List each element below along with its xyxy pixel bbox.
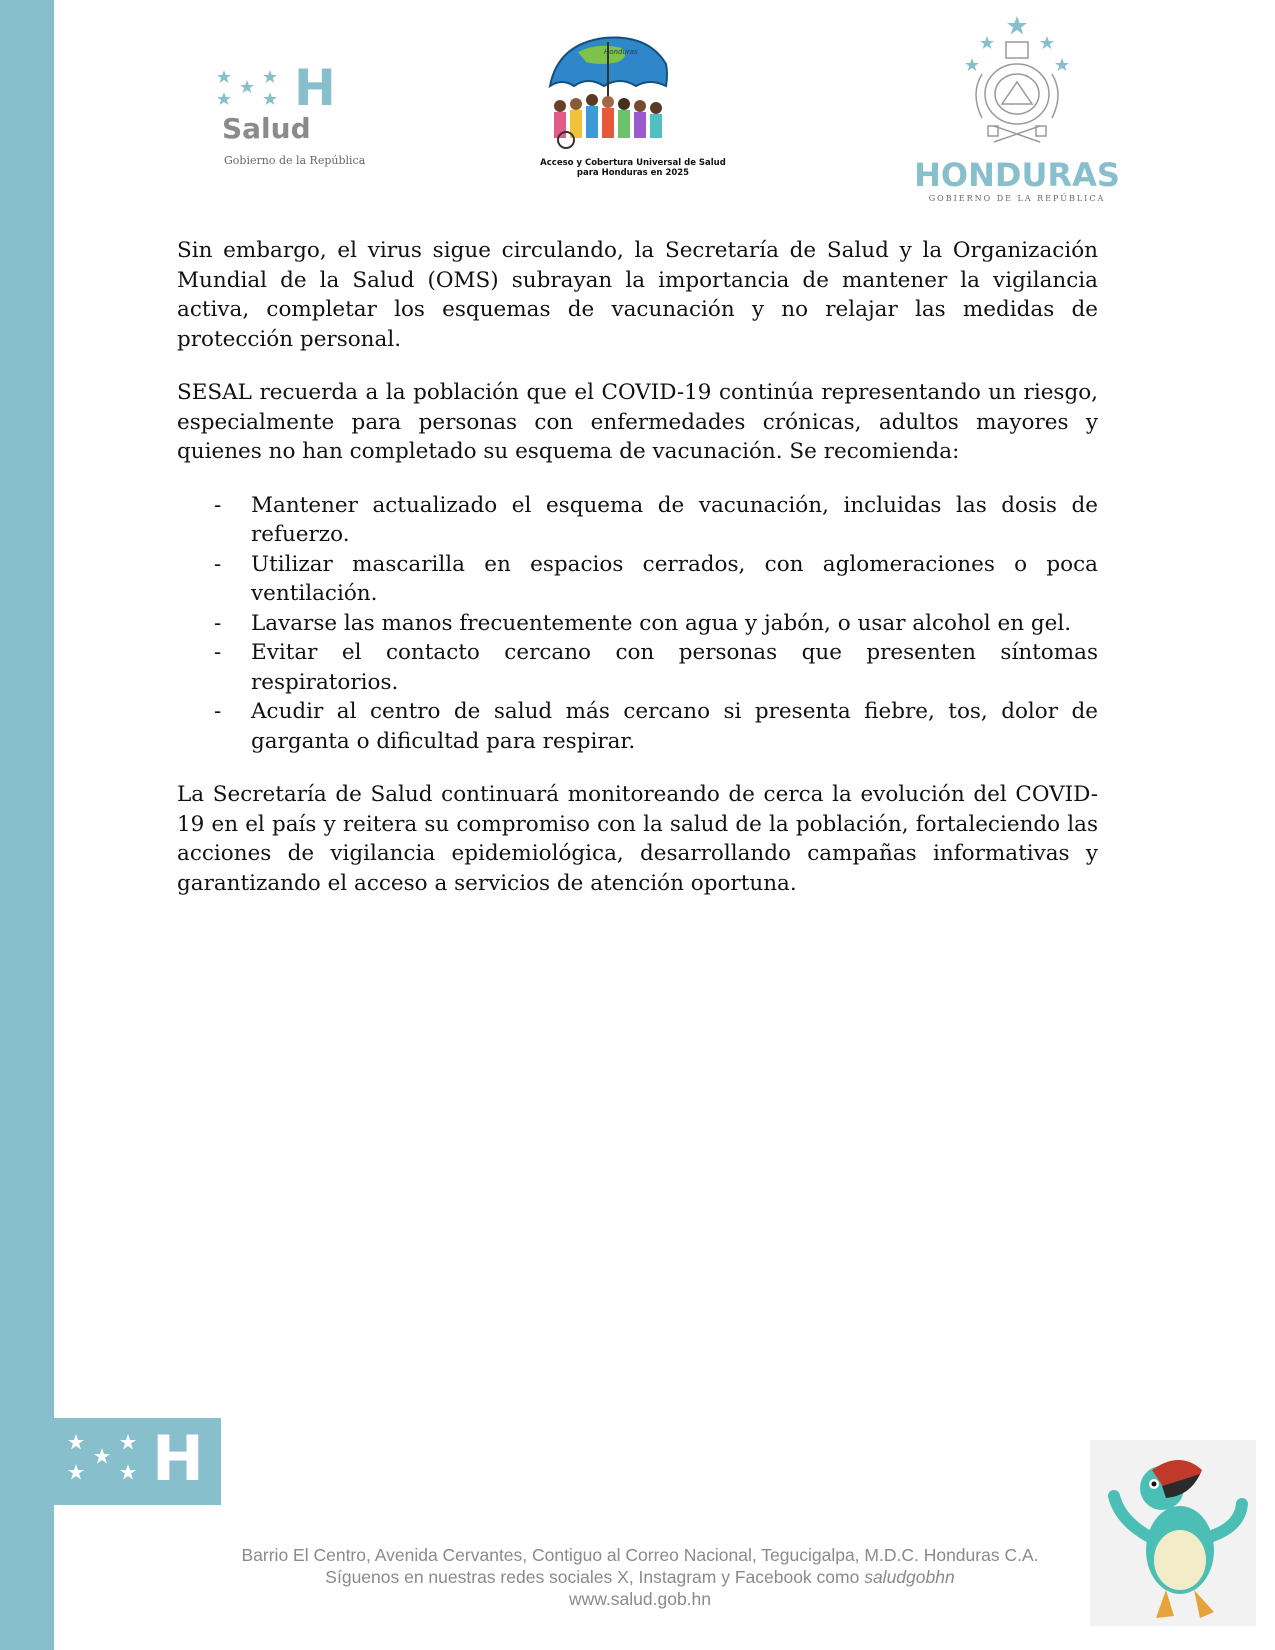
toucan-mascot-icon — [1090, 1440, 1256, 1626]
five-stars-icon — [218, 68, 288, 108]
salud-wordmark: Salud — [222, 112, 311, 145]
svg-text:Honduras: Honduras — [604, 48, 638, 56]
bullet-dash: - — [214, 610, 222, 636]
footer-social-handle: saludgobhn — [864, 1567, 955, 1587]
footer-social-text: Síguenos en nuestras redes sociales X, Instagram y Facebook como — [325, 1567, 865, 1587]
left-accent-bar — [0, 0, 54, 1650]
list-item-text: Mantener actualizado el esquema de vacunación, incluidas las dosis de refuerzo. — [251, 492, 1098, 547]
list-item-text: Lavarse las manos frecuentemente con agua y jabón, o usar alcohol en gel. — [251, 610, 1072, 636]
h-letter-mark: H — [294, 59, 336, 117]
bullet-dash: - — [214, 551, 222, 577]
footer-logo — [54, 1418, 221, 1505]
footer-contact — [180, 1544, 1100, 1610]
list-item-text: Utilizar mascarilla en espacios cerrados, con aglomeraciones o poca ventilación. — [251, 551, 1098, 606]
acceso-caption-line1: Acceso y Cobertura Universal de Salud — [540, 158, 726, 168]
coat-of-arms-icon — [912, 14, 1122, 154]
bullet-dash: - — [214, 699, 222, 724]
acceso-cobertura-logo — [538, 34, 728, 184]
paragraph-3: La Secretaría de Salud continuará monitoreando de cerca la evolución del COVID-19 en el país y reitera su compromiso con la salud de la población, fortaleciendo las acciones de vigilancia epidemiológica, desarrollando campañas informativas y garantizando el acceso a servicios de atención oportuna. — [177, 782, 1098, 896]
bullet-dash: - — [214, 492, 222, 518]
honduras-subtitle: GOBIERNO DE LA REPÚBLICA — [928, 194, 1106, 203]
list-item-text: Evitar el contacto cercano con personas que presenten síntomas respiratorios. — [251, 640, 1098, 695]
honduras-logo — [912, 14, 1122, 204]
salud-logo — [218, 59, 398, 174]
toucan-mascot-image — [1090, 1440, 1256, 1626]
bullet-dash: - — [214, 640, 222, 665]
acceso-caption-line2: para Honduras en 2025 — [576, 168, 690, 178]
acceso-caption — [538, 158, 728, 178]
list-item — [177, 609, 1098, 639]
paragraph-2: SESAL recuerda a la población que el COVID-19 continúa representando un riesgo, especialmente para personas con enfermedades crónicas, adultos mayores y quienes no han completado su esquema de vacunación. Se recomienda: — [177, 380, 1098, 464]
footer-address: Barrio El Centro, Avenida Cervantes, Contiguo al Correo Nacional, Tegucigalpa, M.D.C. Honduras C.A. — [241, 1545, 1039, 1565]
list-item — [177, 697, 1098, 756]
list-item-text: Acudir al centro de salud más cercano si presenta fiebre, tos, dolor de garganta o dificultad para respirar. — [251, 699, 1098, 754]
list-item — [177, 491, 1098, 550]
list-item — [177, 638, 1098, 697]
list-item — [177, 550, 1098, 609]
salud-subtitle: Gobierno de la República — [224, 154, 366, 167]
footer-social — [180, 1566, 1100, 1588]
umbrella-people-icon — [538, 34, 728, 156]
honduras-wordmark: HONDURAS — [914, 156, 1120, 194]
document-body — [177, 236, 1098, 898]
recommendations-list — [177, 491, 1098, 757]
footer-stars-icon — [64, 1428, 144, 1508]
footer-website: www.salud.gob.hn — [568, 1589, 712, 1609]
paragraph-1: Sin embargo, el virus sigue circulando, la Secretaría de Salud y la Organización Mundial de la Salud (OMS) subrayan la importancia de mantener la vigilancia activa, completar los esquemas de vacunación y no relajar las medidas de protección personal. — [177, 238, 1098, 352]
footer-h-letter: H — [152, 1422, 204, 1495]
